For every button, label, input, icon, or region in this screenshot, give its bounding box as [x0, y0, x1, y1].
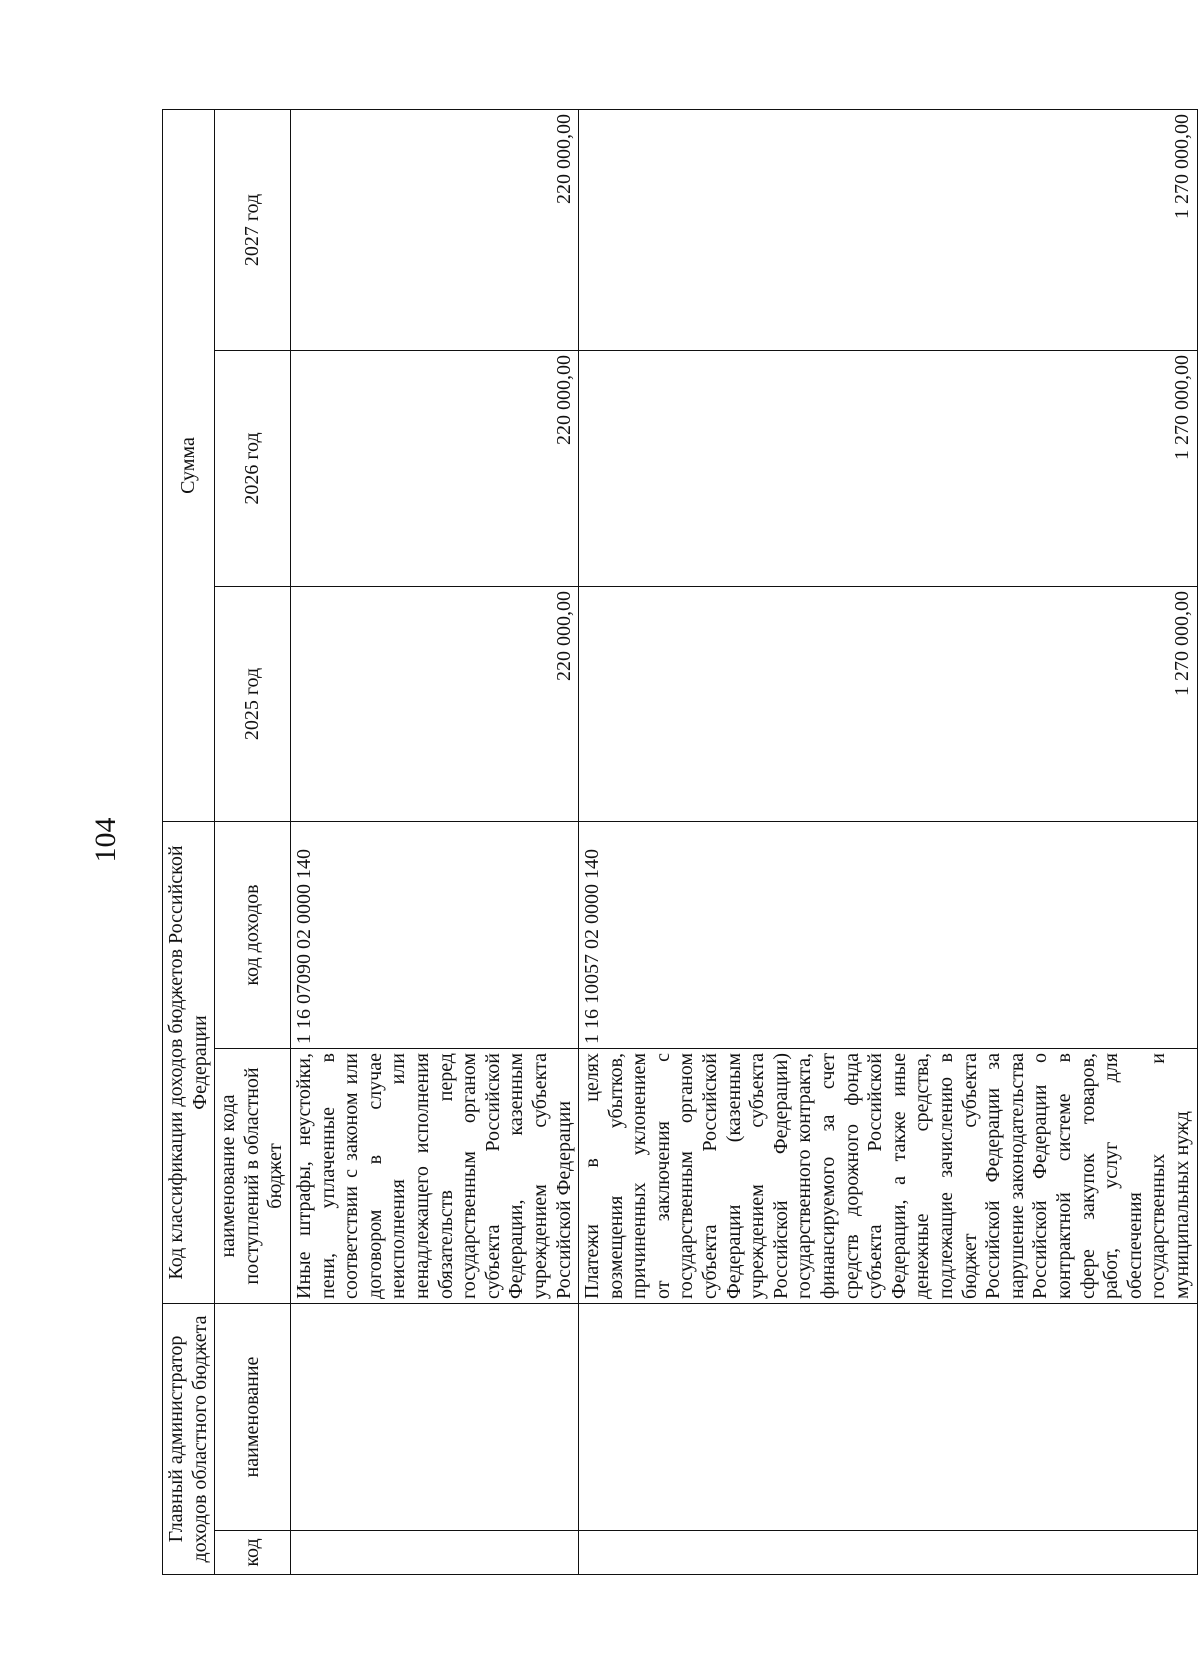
row-amount-2025: 1 270 000,00 [579, 587, 1197, 822]
page-number-text: 104 [89, 817, 122, 863]
header-income-code: код доходов [215, 822, 291, 1049]
header-code-group: Код классификации доходов бюджетов Российской Федерации [163, 822, 215, 1304]
row-naimenovanie [290, 1304, 578, 1531]
row-amount-2027: 1 270 000,00 [579, 109, 1197, 350]
row-naimenovanie [579, 1304, 1197, 1531]
row-kod [579, 1531, 1197, 1575]
table-wrapper [162, 110, 1193, 1575]
header-year-2026: 2026 год [215, 351, 291, 587]
revenue-table [162, 109, 1198, 1575]
header-naimenovanie: наименование [215, 1304, 291, 1531]
table-row [290, 109, 578, 1574]
header-row-2 [215, 109, 291, 1574]
header-year-2025: 2025 год [215, 587, 291, 822]
row-income-name: Иные штрафы, неустойки, пени, уплаченные в соответствии с законом или договором в случае неисполнения или ненадлежащего исполнения обязательств перед государственным органом субъекта Российской Федерации, казенным учреждением субъекта Российской Федерации [290, 1049, 578, 1304]
row-income-name: Платежи в целях возмещения убытков, причиненных уклонением от заключения с государственным органом субъекта Российской Федерации (казенным учреждением субъекта Российской Федерации) государственного контракта, финансируемого за счет средств дорожного фонда субъекта Российской Федерации, а также иные денежные средства, подлежащие зачислению в бюджет субъекта Российской Федерации за нарушение законодательства Российской Федерации о контрактной системе в сфере закупок товаров, работ, услуг для обеспечения государственных и муниципальных нужд [579, 1049, 1197, 1304]
header-kod: код [215, 1531, 291, 1575]
row-amount-2027: 220 000,00 [290, 109, 578, 350]
row-kod [290, 1531, 578, 1575]
row-amount-2025: 220 000,00 [290, 587, 578, 822]
rotated-table-container [162, 110, 1193, 1575]
header-sum-group: Сумма [163, 109, 215, 821]
row-income-code: 1 16 07090 02 0000 140 [290, 822, 578, 1049]
header-row-1 [163, 109, 215, 1574]
header-admin-group: Главный администратор доходов областного бюджета [163, 1304, 215, 1575]
row-amount-2026: 1 270 000,00 [579, 351, 1197, 587]
row-amount-2026: 220 000,00 [290, 351, 578, 587]
header-year-2027: 2027 год [215, 109, 291, 350]
row-income-code: 1 16 10057 02 0000 140 [579, 822, 1197, 1049]
table-row [579, 109, 1197, 1574]
header-name-code: наименование кода поступлений в областной бюджет [215, 1049, 291, 1304]
